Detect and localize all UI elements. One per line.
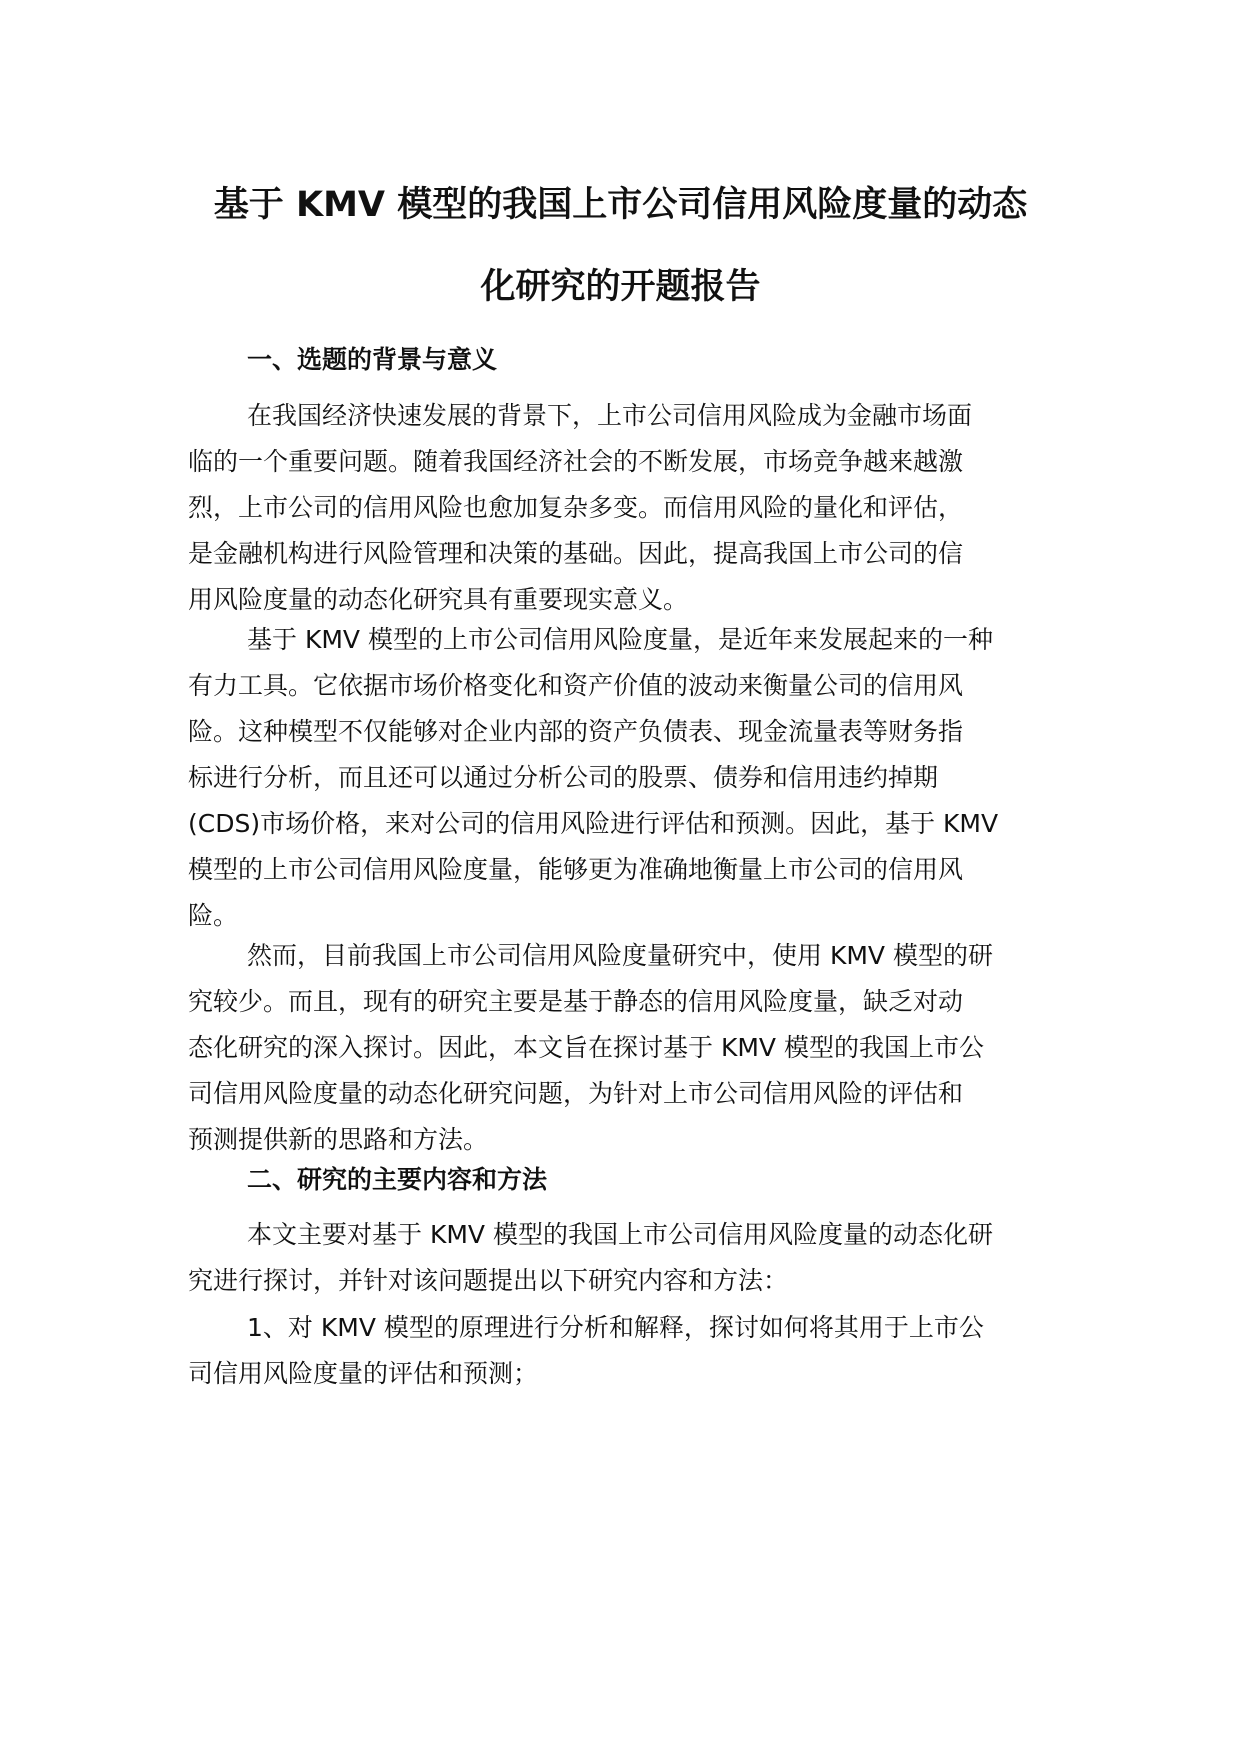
section-heading-content-methods: 二、研究的主要内容和方法: [247, 1165, 548, 1194]
text-line: 司信用风险度量的动态化研究问题，为针对上市公司信用风险的评估和: [188, 1079, 964, 1108]
text-line: 有力工具。它依据市场价格变化和资产价值的波动来衡量公司的信用风: [188, 671, 964, 700]
document-title-line-2: 化研究的开题报告: [480, 267, 761, 307]
paragraph-content-1: [188, 1212, 1058, 1304]
section-heading-background: 一、选题的背景与意义: [247, 345, 498, 374]
text-line: 1、对 KMV 模型的原理进行分析和解释，探讨如何将其用于上市公: [247, 1313, 984, 1342]
text-line: 模型的上市公司信用风险度量，能够更为准确地衡量上市公司的信用风: [188, 855, 964, 884]
text-line: 险。: [188, 901, 239, 930]
text-line: 在我国经济快速发展的背景下，上市公司信用风险成为金融市场面: [247, 401, 973, 430]
text-line: 司信用风险度量的评估和预测；: [188, 1359, 539, 1388]
text-line: 本文主要对基于 KMV 模型的我国上市公司信用风险度量的动态化研: [247, 1220, 993, 1249]
text-line: 是金融机构进行风险管理和决策的基础。因此，提高我国上市公司的信: [188, 539, 964, 568]
text-line: 标进行分析，而且还可以通过分析公司的股票、债券和信用违约掉期: [188, 763, 939, 792]
text-line: 用风险度量的动态化研究具有重要现实意义。: [188, 585, 689, 614]
text-line: (CDS)市场价格，来对公司的信用风险进行评估和预测。因此，基于 KMV: [188, 809, 999, 838]
text-line: 烈，上市公司的信用风险也愈加复杂多变。而信用风险的量化和评估，: [188, 493, 964, 522]
text-line: 究进行探讨，并针对该问题提出以下研究内容和方法：: [188, 1266, 789, 1295]
text-line: 然而，目前我国上市公司信用风险度量研究中，使用 KMV 模型的研: [247, 941, 993, 970]
paragraph-background-2: [188, 617, 1058, 939]
paragraph-background-3: [188, 933, 1058, 1163]
text-line: 基于 KMV 模型的上市公司信用风险度量，是近年来发展起来的一种: [247, 625, 993, 654]
text-line: 预测提供新的思路和方法。: [188, 1125, 489, 1154]
paragraph-content-item-1: [188, 1305, 1058, 1397]
text-line: 态化研究的深入探讨。因此，本文旨在探讨基于 KMV 模型的我国上市公: [188, 1033, 984, 1062]
document-title-line-1: 基于 KMV 模型的我国上市公司信用风险度量的动态: [213, 185, 1028, 225]
text-line: 险。这种模型不仅能够对企业内部的资产负债表、现金流量表等财务指: [188, 717, 964, 746]
text-line: 临的一个重要问题。随着我国经济社会的不断发展，市场竞争越来越激: [188, 447, 964, 476]
text-line: 究较少。而且，现有的研究主要是基于静态的信用风险度量，缺乏对动: [188, 987, 964, 1016]
paragraph-background-1: [188, 393, 1058, 623]
